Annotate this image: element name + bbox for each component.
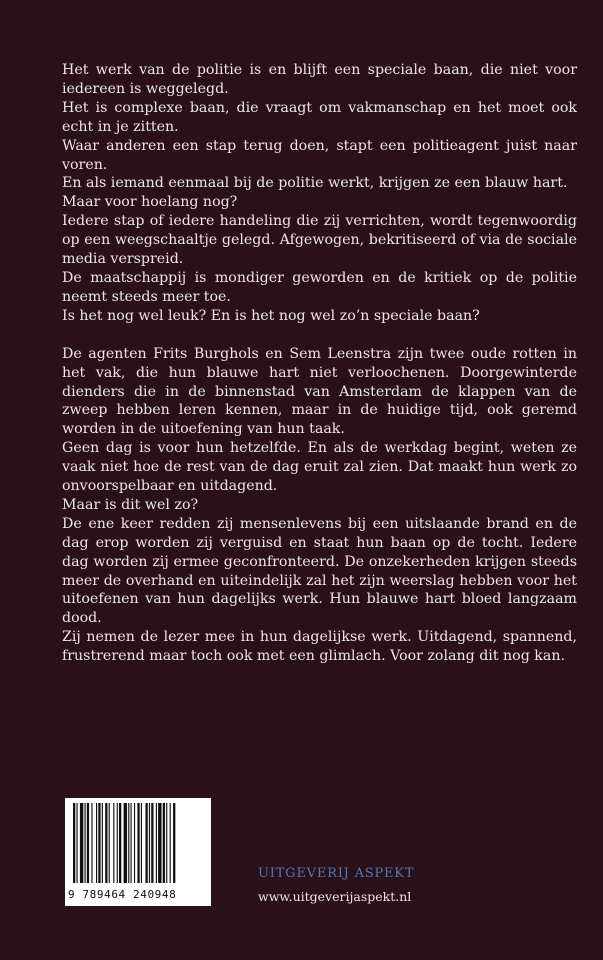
publisher-name: UITGEVERIJ ASPEKT — [258, 866, 415, 881]
barcode-bar — [163, 803, 165, 883]
barcode-bar — [76, 803, 77, 883]
blurb-paragraph: Iedere stap of iedere handeling die zij verrichten, wordt tegenwoordig op een weegschaaltje gelegd. Afgewogen, bekritiseerd of via de sociale media verspreid. — [62, 213, 577, 268]
barcode-bar — [87, 803, 89, 883]
barcode-bar — [73, 803, 75, 883]
barcode-bar — [151, 803, 153, 883]
blurb-paragraph: Maar voor hoelang nog? — [62, 194, 238, 211]
barcode-bar — [124, 803, 127, 883]
barcode-bar — [91, 803, 92, 883]
barcode-bar — [105, 803, 107, 883]
barcode-bars — [69, 803, 207, 887]
blurb-paragraph: Het werk van de politie is en blijft een speciale baan, die niet voor iedereen is weggelegd. — [62, 62, 577, 97]
blurb-paragraph: Het is complexe baan, die vraagt om vakmanschap en het moet ook echt in je zitten. — [62, 99, 577, 135]
barcode-bar — [131, 803, 132, 883]
barcode-bar — [166, 803, 167, 883]
blurb-paragraph: De agenten Frits Burghols en Sem Leenstra zijn twee oude rotten in het vak, die hun blauwe hart niet verloochenen. Doorgewinterde dienders die in de binnenstad van Amsterdam de klappen van de zweep hebben leren kennen, maar in de huidige tijd, ook geremd worden in de uitoefening van hun taak. — [62, 345, 577, 438]
barcode-bar — [80, 803, 83, 883]
barcode-bar — [141, 803, 142, 883]
back-cover-blurb — [62, 61, 577, 666]
blurb-paragraph: Geen dag is voor hun hetzelfde. En als de werkdag begint, weten ze vaak niet hoe de rest van de dag eruit zal zien. Dat maakt hun werk zo onvoorspelbaar en uitdagend. — [62, 440, 577, 495]
barcode-bar — [85, 803, 86, 883]
barcode-bar — [134, 803, 135, 883]
barcode-bar — [173, 803, 175, 883]
barcode-bar — [96, 803, 97, 883]
barcode-bar — [113, 803, 114, 883]
blurb-paragraph: En als iemand eenmaal bij de politie werkt, krijgen ze een blauw hart. — [62, 175, 568, 192]
blurb-paragraph: De maatschappij is mondiger geworden en de kritiek op de politie neemt steeds meer toe. — [62, 269, 577, 305]
barcode-bar — [98, 803, 100, 883]
barcode-bar — [119, 803, 121, 883]
blurb-paragraph: De ene keer redden zij mensenlevens bij een uitslaande brand en de dag erop worden zij verguisd en staat hun baan op de tocht. Iedere dag worden zij ermee geconfronteerd. De onzekerheden krijgen steeds meer de overhand en uiteindelijk zal het zijn weerslag hebben voor het uitoefenen van hun dagelijks werk. Hun blauwe hart bloed langzaam dood. — [62, 515, 577, 627]
barcode-bar — [145, 803, 147, 883]
blurb-paragraph: Maar is dit wel zo? — [62, 496, 199, 513]
barcode-bar — [117, 803, 118, 883]
isbn-number: 9 789464 240948 — [68, 888, 177, 901]
barcode-bar — [128, 803, 129, 883]
blurb-paragraph: Is het nog wel leuk? En is het nog wel zo’n speciale baan? — [62, 307, 480, 324]
paragraph-spacer — [62, 326, 577, 345]
isbn-barcode — [65, 798, 211, 906]
barcode-bar — [137, 803, 139, 883]
barcode-bar — [149, 803, 150, 883]
blurb-paragraph: Waar anderen een stap terug doen, stapt een politieagent juist naar voren. — [62, 137, 577, 173]
barcode-bar — [170, 803, 171, 883]
publisher-website: www.uitgeverijaspekt.nl — [258, 889, 412, 904]
barcode-bar — [156, 803, 157, 883]
barcode-bar — [158, 803, 161, 883]
barcode-bar — [102, 803, 103, 883]
blurb-paragraph: Zij nemen de lezer mee in hun dagelijkse werk. Uitdagend, spannend, frustrerend maar toch ook met een glimlach. Voor zolang dit nog kan. — [62, 629, 577, 665]
barcode-bar — [109, 803, 110, 883]
